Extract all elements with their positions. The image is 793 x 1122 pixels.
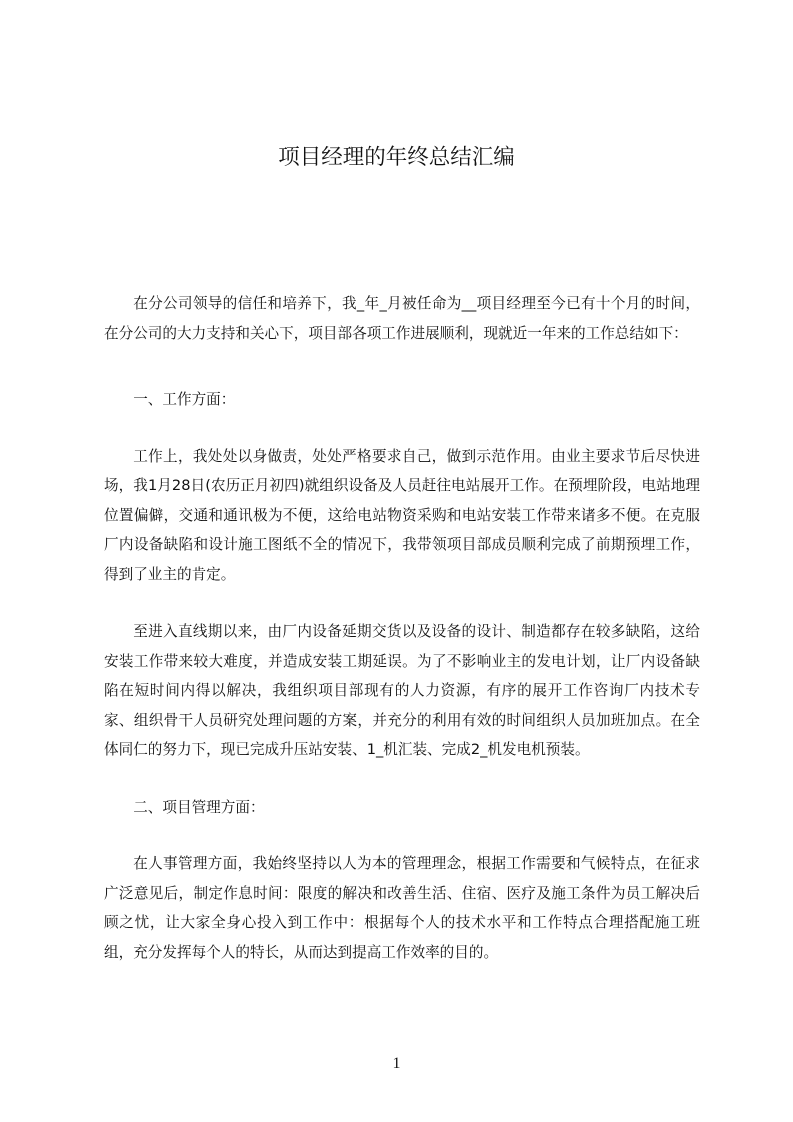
document-body [104,289,700,967]
intro-paragraph: 在分公司领导的信任和培养下，我_年_月被任命为__项目经理至今已有十个月的时间，在分公司的大力支持和关心下，项目部各项工作进展顺利，现就近一年来的工作总结如下： [104,295,700,342]
document-title: 项目经理的年终总结汇编 [278,145,515,170]
section-heading-work: 一、工作方面： [133,391,236,408]
management-paragraph-1: 在人事管理方面，我始终坚持以人为本的管理理念，根据工作需要和气候特点，在征求广泛意见后，制定作息时间：限度的解决和改善生活、住宿、医疗及施工条件为员工解决后顾之忧，让大家全身心投入到工作中：根据每个人的技术水平和工作特点合理搭配施工班组，充分发挥每个人的特长，从而达到提高工作效率的目的。 [104,855,700,961]
work-paragraph-1: 工作上，我处处以身做责，处处严格要求自己，做到示范作用。由业主要求节后尽快进场，我1月28日(农历正月初四)就组织设备及人员赶往电站展开工作。在预埋阶段，电站地理位置偏僻，交通和通讯极为不便，这给电站物资采购和电站安装工作带来诸多不便。在克服厂内设备缺陷和设计施工图纸不全的情况下，我带领项目部成员顺利完成了前期预埋工作，得到了业主的肯定。 [104,447,700,583]
section-heading-project-management: 二、项目管理方面： [133,798,265,816]
work-paragraph-2: 至进入直线期以来，由厂内设备延期交货以及设备的设计、制造都存在较多缺陷，这给安装工作带来较大难度，并造成安装工期延误。为了不影响业主的发电计划，让厂内设备缺陷在短时间内得以解决，我组织项目部现有的人力资源，有序的展开工作咨询厂内技术专家、组织骨干人员研究处理问题的方案，并充分的利用有效的时间组织人员加班加点。在全体同仁的努力下，现已完成升压站安装、1_机汇装、完成2_机发电机预装。 [104,623,700,758]
page-number: 1 [392,1055,401,1072]
